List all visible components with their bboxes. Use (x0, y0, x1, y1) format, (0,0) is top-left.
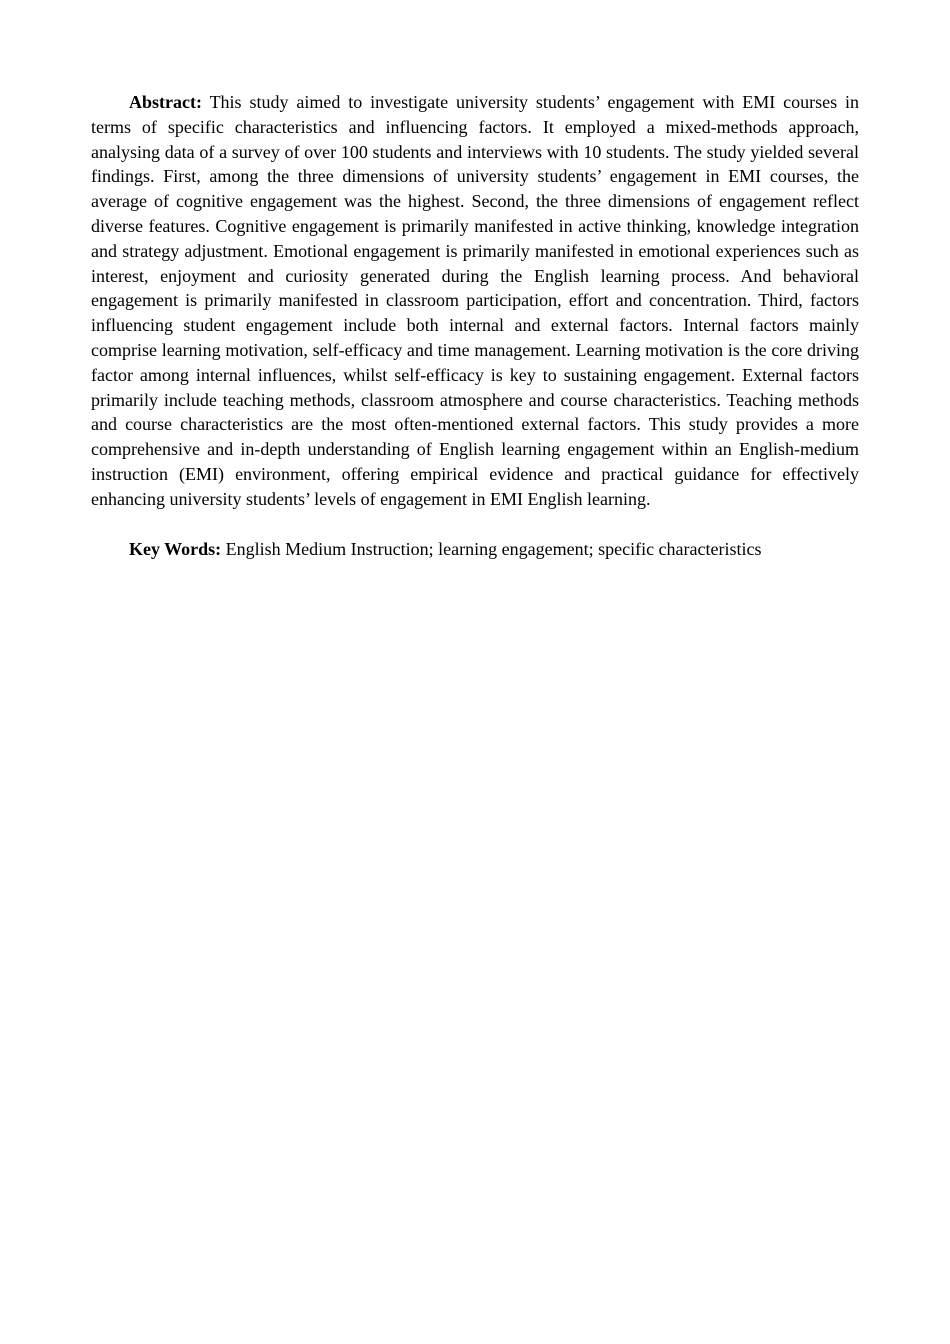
abstract-paragraph (91, 90, 859, 512)
abstract-text: This study aimed to investigate university students’ engagement with EMI courses in terms of specific characteristics and influencing factors. It employed a mixed-methods approach, analysing data of a survey of over 100 students and interviews with 10 students. The study yielded several findings. First, among the three dimensions of university students’ engagement in EMI courses, the average of cognitive engagement was the highest. Second, the three dimensions of engagement reflect diverse features. Cognitive engagement is primarily manifested in active thinking, knowledge integration and strategy adjustment. Emotional engagement is primarily manifested in emotional experiences such as interest, enjoyment and curiosity generated during the English learning process. And behavioral engagement is primarily manifested in classroom participation, effort and concentration. Third, factors influencing student engagement include both internal and external factors. Internal factors mainly comprise learning motivation, self-efficacy and time management. Learning motivation is the core driving factor among internal influences, whilst self-efficacy is key to sustaining engagement. External factors primarily include teaching methods, classroom atmosphere and course characteristics. Teaching methods and course characteristics are the most often-mentioned external factors. This study provides a more comprehensive and in-depth understanding of English learning engagement within an English-medium instruction (EMI) environment, offering empirical evidence and practical guidance for effectively enhancing university students’ levels of engagement in EMI English learning. (91, 92, 859, 509)
keywords-text: English Medium Instruction; learning engagement; specific characteristics (225, 538, 762, 559)
keywords-paragraph (91, 537, 859, 562)
abstract-label: Abstract: (129, 92, 202, 112)
keywords-label: Key Words: (129, 538, 222, 559)
document-page (91, 90, 859, 561)
